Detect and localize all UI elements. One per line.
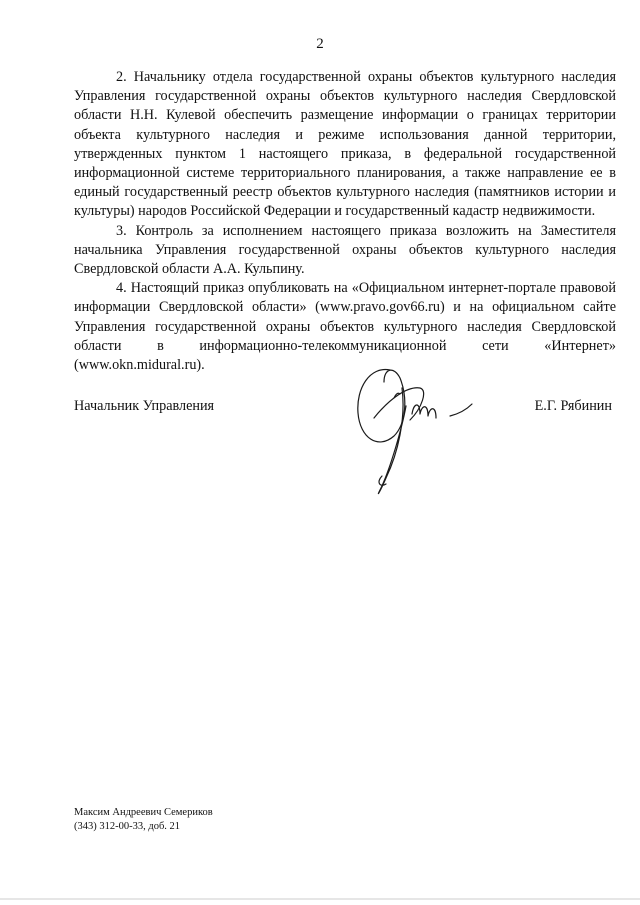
signature-block: [74, 398, 616, 420]
paragraph-item-3: 3. Контроль за исполнением настоящего приказа возложить на Заместителя начальника Управления государственной охраны объектов культурного наследия Свердловской области А.А. Кульпину.: [74, 222, 616, 278]
signatory-title: Начальник Управления: [74, 398, 215, 414]
page-bottom-edge: [0, 898, 640, 900]
executor-contact: [74, 806, 213, 834]
paragraph-item-2: 2. Начальнику отдела государственной охраны объектов культурного наследия Управления государственной охраны объектов культурного наследия Свердловской области Н.Н. Кулевой обеспечить размещение информации о границах территории объекта культурного наследия и режиме использования данной территории, утвержденных пунктом 1 настоящего приказа, в федеральной государственной информационной системе территориального планирования, а также направление ее в единый государственный реестр объектов культурного наследия (памятников истории и культуры) народов Российской Федерации и государственный кадастр недвижимости.: [74, 69, 616, 220]
executor-name: Максим Андреевич Семериков: [74, 807, 213, 818]
paragraph-item-4: 4. Настоящий приказ опубликовать на «Официальном интернет-портале правовой информации Свердловской области» (www.pravo.gov66.ru) и на официальном сайте Управления государственной охраны объектов культурного наследия Свердловской области в информационно-телекоммуникационной сети «Интернет» (www.okn.midural.ru).: [74, 280, 616, 374]
page-number: 2: [316, 36, 324, 52]
executor-phone: (343) 312-00-33, доб. 21: [74, 821, 181, 832]
signatory-name: Е.Г. Рябинин: [534, 398, 612, 414]
handwritten-signature: [350, 358, 490, 503]
document-body: [74, 68, 616, 375]
